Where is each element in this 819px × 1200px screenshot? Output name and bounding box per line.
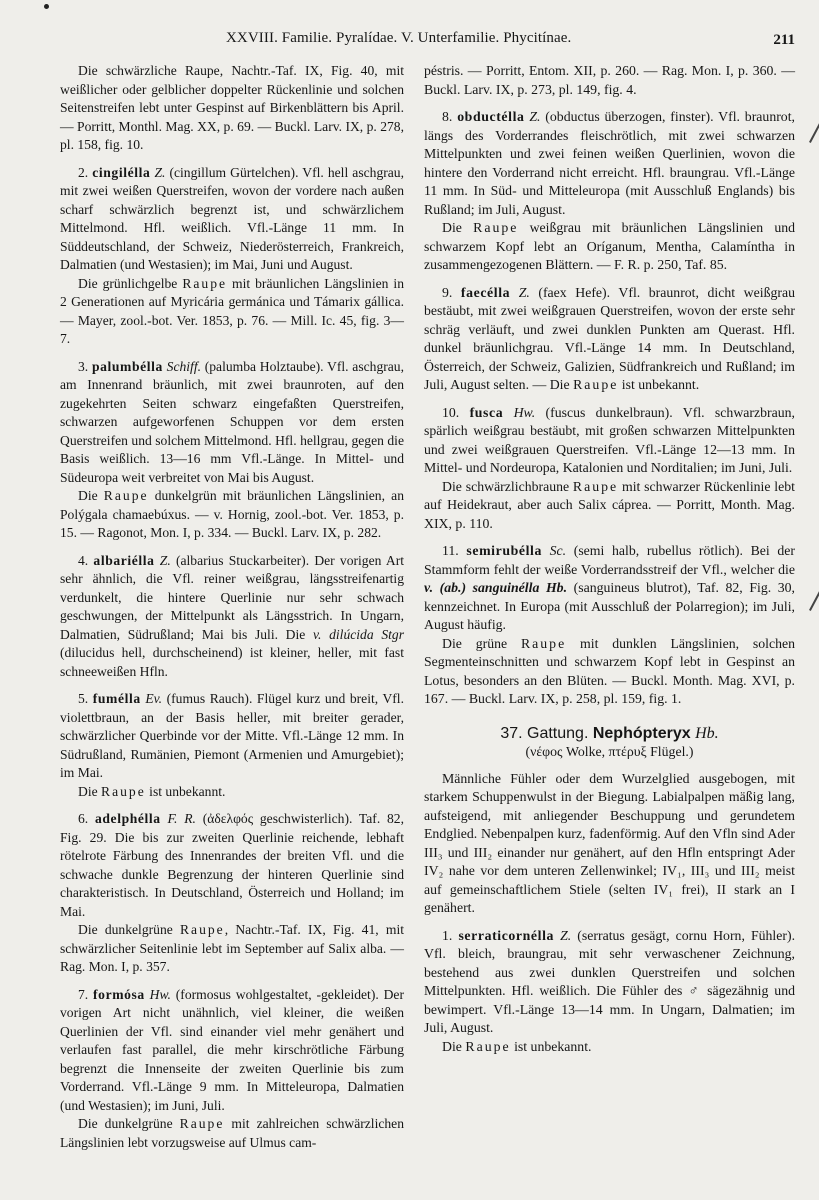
larva-text-pre: Die dunkelgrüne (78, 922, 180, 937)
genus-etymology: (νέφος Wolke, πτέρυξ Flügel.) (525, 744, 694, 759)
species-description: (palumba Holztaube). Vfl. aschgrau, am Innenrand bräunlich, mit zwei braunroten, auf den zugekehrten Seiten schwarz eingefaßten Querstreifen, schwarzen aufgeworfenen Schuppen vor dem ersten Querstreifen und solchem Mittelmond. Hfl. hellgrau, gegen die Basis weißlich. 13—16 mm Vfl.-Länge. In Mittel- und Südeuropa weit verbreitet von Mai bis August. (60, 358, 405, 485)
species-description: (fumus Rauch). Flügel kurz und breit, Vfl. violettbraun, an der Basis heller, mit breiter gerader, schwärzlicher Querbinde vor der Mitte. Vfl.-Länge 12 mm. In Südrußland, Rumänien, Piemont (Armenien und Amurgebiet); im Mai. (60, 691, 404, 780)
larva-text-pre: Die grüne (442, 635, 521, 651)
species-name: fusca (469, 404, 504, 420)
species-author: Z. (159, 552, 171, 568)
larva-word: Raupe (520, 635, 567, 651)
species-name: cingilélla (92, 164, 151, 180)
species-author: Sc. (549, 543, 567, 558)
variety-description: (dilucidus hell, durchscheinend) ist kleiner, heller, mit fast schneeweißen Hfln. (60, 645, 404, 679)
species-entry-fumella (60, 690, 404, 783)
larva-text-post: ist unbekannt. (145, 783, 226, 799)
larva-text-post: ist unbekannt. (510, 1038, 592, 1054)
larva-paragraph (424, 219, 795, 275)
species-entry-albariella (60, 552, 404, 682)
larva-text-post: dunkelgrün mit bräunlichen Längslinien, an Polýgala chamaebúxus. — v. Hornig, zool.-bot. Ver. 1853, p. 15. — Ragonot, Mon. I, p. 334. — Buckl. Larv. IX, p. 282. (60, 488, 404, 540)
larva-text-post: , Nachtr.-Taf. IX, Fig. 41, mit schwärzlicher Seitenlinie lebt im September auf Salix alba. — Rag. Mon. I, p. 357. (60, 922, 404, 974)
larva-paragraph (60, 783, 404, 802)
margin-mark (809, 587, 819, 611)
larva-text-pre: Die dunkelgrüne (78, 1116, 180, 1131)
larva-text-pre: Die schwärzlichbraune (442, 478, 573, 494)
larva-word: Raupe (179, 922, 225, 937)
species-entry-adelphella (60, 810, 404, 921)
species-name: faecélla (460, 284, 511, 300)
variety-name: v. dilúcida Stgr (313, 626, 404, 642)
larva-text-pre: Die (78, 488, 104, 503)
larva-text-post: mit bräunlichen Längslinien in 2 Generationen auf Myricária germánica und Támarix gállica. — Mayer, zool.-bot. Ver. 1853, p. 76. — Mill. Ic. 45, fig. 3—7. (60, 275, 405, 346)
larva-word: Raupe (103, 488, 149, 503)
page-number: 211 (773, 32, 795, 48)
genus-heading (424, 725, 795, 744)
entry-number: 11. (442, 543, 459, 558)
species-name: serraticornélla (458, 927, 555, 943)
intro-paragraph: Die schwärzliche Raupe, Nachtr.-Taf. IX, Fig. 40, mit weißlicher oder gelblicher doppelter Rückenlinie und solchen Seitenstreifen lebt unter Gespinst auf Birkenblättern bis April. — Porritt, Monthl. Mag. XX, p. 69. — Buckl. Larv. IX, p. 278, pl. 158, fig. 10. (60, 63, 404, 152)
larva-text-post: mit zahlreichen schwärzlichen Längslinien lebt vorzugsweise auf Ulmus cam- (60, 1116, 405, 1150)
species-entry-serraticornella (424, 927, 795, 1038)
larva-text-pre: Die (78, 783, 102, 799)
species-entry-fusca (424, 404, 795, 478)
species-description: (semi halb, rubellus rötlich). Bei der Stammform fehlt der weiße Vorderrandsstreif der Vfl., welcher die (424, 543, 796, 577)
larva-paragraph (424, 478, 795, 534)
larva-paragraph (424, 635, 795, 709)
species-author: Hw. (149, 986, 171, 1002)
species-name: palumbélla (91, 358, 163, 374)
species-author: Z. (518, 284, 530, 300)
genus-name: Nephópteryx (592, 724, 691, 742)
entry-number: 10. (442, 404, 460, 420)
species-name: obductélla (457, 109, 525, 124)
species-name: albariélla (93, 552, 155, 568)
species-description: (serratus gesägt, cornu Horn, Fühler). Vfl. bleich, braungrau, mit sehr verwaschener Zeichnung, bestehend aus zwei dunklen Querstreifen und solchen Mittelpunkten. Hfl. weißlich. Die Fühler des ♂ sägezähnig und bewimpert. Vfl.-Länge 13—14 mm. In Ungarn, Dalmatien; im Juli, August. (424, 927, 796, 1035)
margin-mark (809, 119, 819, 143)
species-entry-obductella (424, 108, 795, 219)
print-speck (44, 4, 49, 9)
larva-paragraph (60, 487, 404, 543)
larva-paragraph (60, 275, 404, 349)
running-header (0, 30, 819, 54)
larva-word: Raupe (182, 275, 228, 291)
species-entry-semirubella (424, 542, 795, 635)
species-description: (ἀδελφός geschwisterlich). Taf. 82, Fig. 29. Die bis zur zweiten Querlinie reichende, lebhaft rötelrote Färbung des Innenrandes der breiten Vfl. und die schwache dunkle Begrenzung der hinteren Querlinie sind charakteristisch. In Deutschland, Österreich und Holland; im Mai. (60, 811, 404, 919)
species-author: Z. (154, 164, 166, 180)
species-name: adelphélla (95, 811, 161, 826)
entry-number: 5. (78, 691, 89, 706)
species-name: semirubélla (466, 543, 542, 558)
species-description: (formosus wohlgestaltet, -gekleidet). Der vorigen Art nicht unähnlich, viel kleiner, die weißen Querlinien der Vfl. sind einander viel mehr genähert und verlaufen fast parallel, die mehr kirschrötliche Färbung begrenzt die Innenseite der zweiten Querlinie bis zum Vorderrand. Vfl.-Länge 9 mm. In Mitteleuropa, Dalmatien (und Westasien); im Juni, Juli. (60, 986, 404, 1113)
species-author: Z. (529, 109, 541, 124)
larva-text-post: weißgrau mit bräunlichen Längslinien und schwarzem Kopf lebt an Oríganum, Mentha, Calamíntha in zusammengezogenen Blättern. — F. R. p. 250, Taf. 85. (424, 220, 796, 272)
entry-number: 1. (442, 927, 453, 943)
genus-number: 37. Gattung. (500, 724, 589, 742)
larva-text-post: mit schwarzer Rückenlinie lebt auf Heidekraut, aber auch Salix cáprea. — Porritt, Month. Mag. XIX, p. 110. (424, 478, 795, 531)
species-name: fumélla (92, 691, 141, 706)
right-column (424, 62, 795, 1056)
species-author: Z. (560, 927, 572, 943)
species-description: (fuscus dunkelbraun). Vfl. schwarzbraun, spärlich weißgrau bestäubt, mit großen schwarzen Mittelpunkten und zwei weißgrauen Querstreifen. Vfl.-Länge 12—13 mm. In Mittel- und Nordeuropa, Katalonien und Norditalien; im Juni, Juli. (424, 404, 795, 475)
larva-word: Raupe (572, 478, 619, 494)
larva-word: Raupe (473, 220, 519, 235)
left-column (60, 62, 404, 1152)
entry-number: 7. (78, 986, 89, 1002)
genus-description: Männliche Fühler oder dem Wurzelglied ausgebogen, mit starkem Schuppenwulst in der Biegung. Labialpalpen mäßig lang, aufsteigend, mit anliegender Beschuppung und gerundetem Endglied. Nebenpalpen kurz, fadenförmig. Auf den Vfln sind Ader III₃ und III₂ einander nur genähert, auf den Hfln entspringt Ader IV₂ nahe vor dem unteren Zellenwinkel; IV₁, III₃ und III₂ meist auf gemeinschaftlichem Stiele (selten IV₁ frei), II stark an I genähert. (424, 770, 795, 915)
larva-word: Raupe (573, 377, 619, 392)
larva-paragraph (60, 1115, 404, 1152)
larva-paragraph (60, 921, 404, 977)
species-entry-cingilella (60, 164, 404, 275)
larva-text-pre: Die (442, 1038, 466, 1054)
species-name: formósa (93, 986, 145, 1002)
continuation-paragraph: péstris. — Porritt, Entom. XII, p. 260. — Rag. Mon. I, p. 360. — Buckl. Larv. IX, p. 273, pl. 149, fig. 4. (424, 63, 795, 97)
larva-text-pre: Die grünlichgelbe (78, 275, 183, 291)
entry-number: 8. (442, 109, 453, 124)
species-entry-formosa (60, 986, 404, 1116)
species-author: Schiff. (166, 358, 201, 374)
entry-number: 2. (78, 164, 89, 180)
larva-paragraph (424, 1038, 795, 1057)
genus-author: Hb. (695, 724, 719, 742)
entry-number: 4. (78, 552, 89, 568)
entry-number: 9. (442, 284, 453, 300)
species-author: Hw. (513, 404, 536, 420)
larva-word: Raupe (101, 783, 146, 799)
larva-word: Raupe (465, 1038, 511, 1054)
species-description: (faex Hefe). Vfl. braunrot, dicht weißgrau bestäubt, mit zwei weißgrauen Querstreifen, wovon der erste sehr schräg verläuft, und zwei dunklen Punkten am Querast. Hfl. dunkel bräunlichgrau. Vfl.-Länge 14 mm. In Deutschland, Österreich, der Schweiz, Galizien, Südfrankreich und Rußland; im Juli, August selten. — (424, 284, 795, 392)
header-title: XXVIII. Familie. Pyralídae. V. Unterfamilie. Phycitínae. (226, 30, 572, 46)
species-author: F. R. (167, 811, 196, 826)
species-entry-palumbella (60, 358, 404, 488)
larva-text-pre: Die (442, 220, 474, 235)
entry-number: 3. (78, 358, 89, 374)
larva-text-post: ist unbekannt. (618, 377, 700, 392)
species-entry-faecella (424, 284, 795, 395)
variety-name: v. (ab.) sanguinélla Hb. (424, 580, 568, 595)
species-description: (albarius Stuckarbeiter). Der vorigen Art sehr ähnlich, die Vfl. reiner weißgrau, längsstreifenartig verdunkelt, die hintere Querlinie nur sehr schwach geschwungen, der Mittelpunkt als Längsstrich. In Ungarn, Dalmatien, Südrußland; Mai bis Juli. Die (60, 552, 405, 642)
species-description: (cingillum Gürtelchen). Vfl. hell aschgrau, mit zwei weißen Querstreifen, wovon der vordere nach außen scharf schwärzlich begrenzt ist, und schwärzlichem Mittelmond. Hfl. weißlich. Vfl.-Länge 11 mm. In Süddeutschland, der Schweiz, Niederösterreich, Frankreich, Dalmatien (und Westasien); im Mai, Juni und August. (60, 164, 404, 272)
variety-description: (sanguineus blutrot), Taf. 82, Fig. 30, kennzeichnet. In Europa (mit Ausschluß der Polarregion); im Juli, August häufig. (424, 580, 795, 632)
entry-number: 6. (78, 811, 89, 826)
larva-word: Raupe (179, 1116, 225, 1131)
species-author: Ev. (145, 691, 163, 706)
species-description: (obductus überzogen, finster). Vfl. braunrot, längs des Vorderrandes fleischrötlich, mit zwei schwarzen Mittelpunkten und zwei feinen weißen Querlinien, wovon die hintere den Vorderrand nicht erreicht. Hfl. braungrau. Vfl.-Länge 11 mm. In Süd- und Mitteleuropa (mit Ausschluß Englands) bis Rußland; im Juli, August. (424, 109, 795, 217)
larva-text-pre: Die (549, 377, 574, 392)
larva-text-post: mit dunklen Längslinien, solchen Segmenteinschnitten und schwarzem Kopf lebt in Gespinst an Lotus, besonders an den Blüten. — Buckl. Month. Mag. XVI, p. 167. — Buckl. Larv. IX, p. 258, pl. 159, fig. 1. (424, 635, 795, 706)
